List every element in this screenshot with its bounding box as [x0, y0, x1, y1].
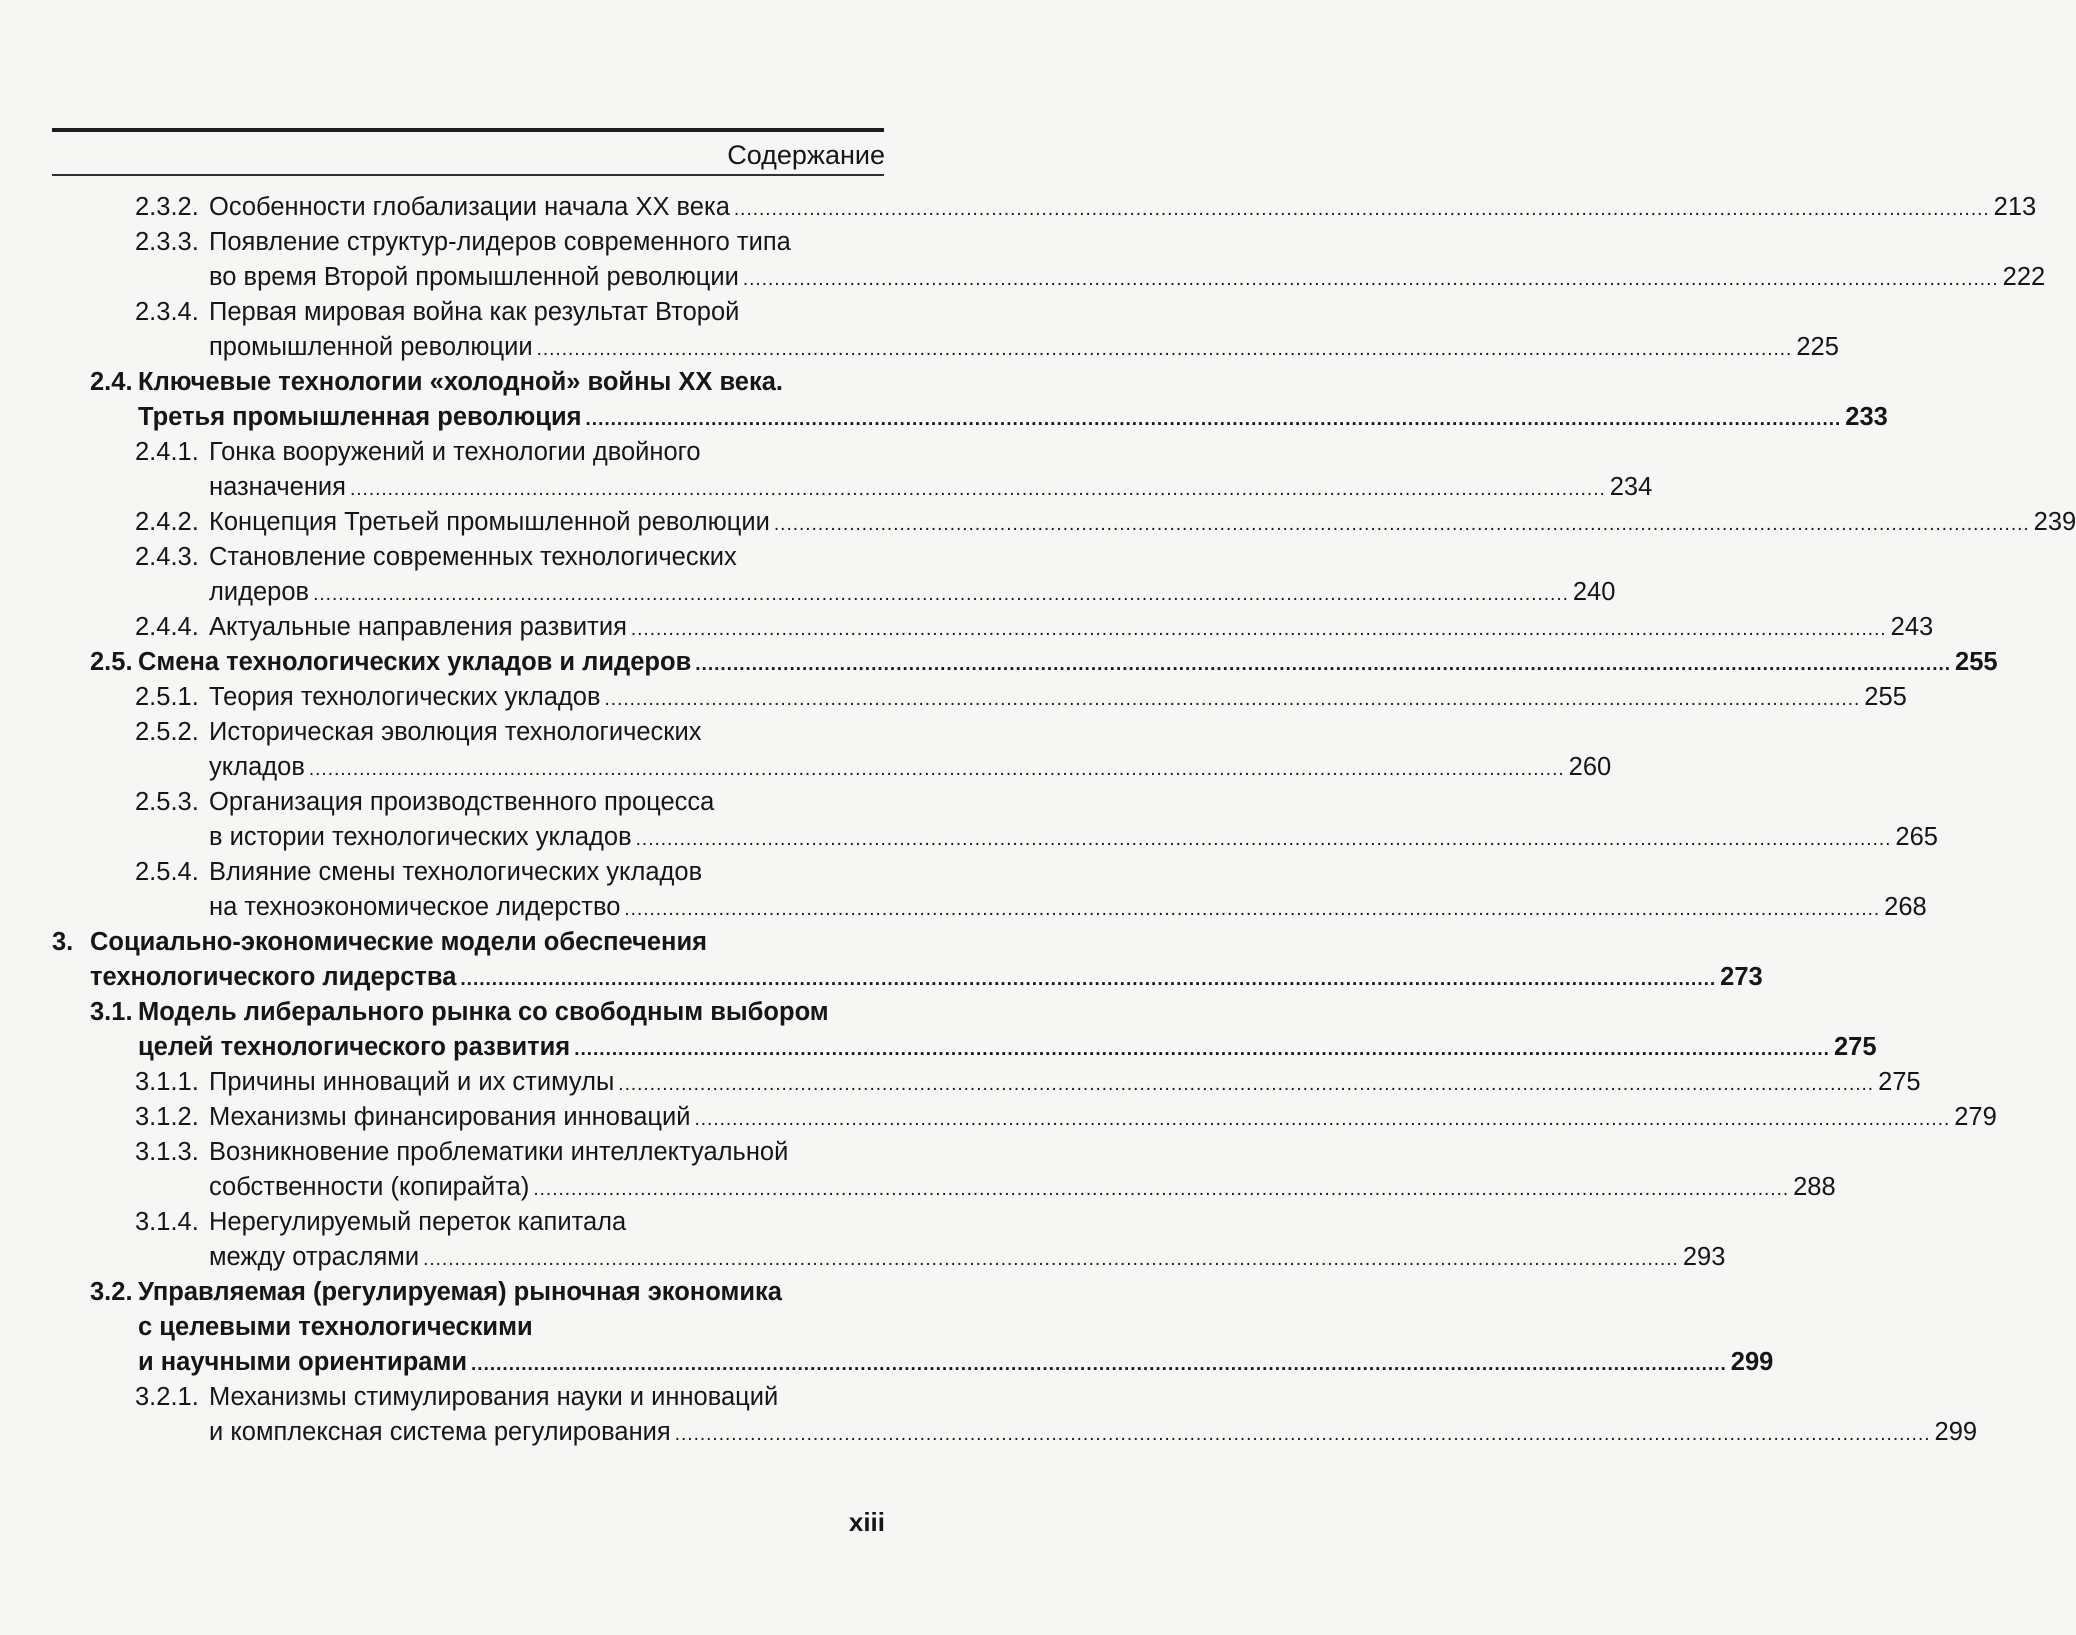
- leader-dots: ........................................................................................................................................................................................................: [742, 269, 1999, 290]
- toc-entry-leader: [209, 505, 2076, 542]
- toc-entry-title: Становление современных технологических: [209, 543, 737, 571]
- toc-entry-line: [0, 540, 1000, 575]
- toc-entry-title: целей технологического развития: [138, 1033, 571, 1061]
- toc-entry-leader: [209, 1100, 1997, 1137]
- toc-entry-page: 222: [2002, 263, 2046, 291]
- toc-entry-number: 2.4.1.: [135, 438, 199, 466]
- toc-entry-title: Модель либерального рынка со свободным выбором: [138, 998, 829, 1026]
- leader-dots: ........................................................................................................................................................................................................: [618, 1074, 1875, 1095]
- toc-entry-number: 2.5.2.: [135, 718, 199, 746]
- toc-entry-title: лидеров: [209, 578, 310, 606]
- toc-entry: [0, 645, 1998, 680]
- toc-entry-leader: [209, 1415, 1978, 1452]
- toc-entry-page: 299: [1934, 1418, 1978, 1446]
- toc-entry: [0, 540, 1616, 610]
- toc-entry-page: 239: [2033, 508, 2076, 536]
- toc-entry-line: [0, 715, 1000, 750]
- toc-entry-title: Гонка вооружений и технологии двойного: [209, 438, 701, 466]
- leader-dots: ........................................................................................................................................................................................................: [471, 1354, 1727, 1375]
- toc-entry-title: промышленной революции: [209, 333, 533, 361]
- toc-entry-title: назначения: [209, 473, 346, 501]
- toc-entry-title: Влияние смены технологических укладов: [209, 858, 703, 886]
- toc-entry-leader: [209, 820, 1938, 857]
- toc-entry-title: Третья промышленная революция: [138, 403, 582, 431]
- toc-entry-title: Особенности глобализации начала XX века: [209, 193, 730, 221]
- leader-dots: ........................................................................................................................................................................................................: [308, 759, 1565, 780]
- toc-entry-title: Управляемая (регулируемая) рыночная экономика: [138, 1278, 782, 1306]
- toc-entry-leader: [209, 680, 1907, 717]
- toc-entry: [0, 680, 1907, 715]
- toc-entry-title: Нерегулируемый переток капитала: [209, 1208, 627, 1236]
- toc-entry-line: [0, 960, 1763, 995]
- toc-entry-title: Концепция Третьей промышленной революции: [209, 508, 770, 536]
- toc-entry-line: [0, 330, 1839, 365]
- toc-entry: [0, 225, 2046, 295]
- toc-entry-line: [0, 890, 1927, 925]
- leader-dots: ........................................................................................................................................................................................................: [604, 689, 1861, 710]
- toc-entry-title: на техноэкономическое лидерство: [209, 893, 621, 921]
- toc-entry-page: 260: [1568, 753, 1612, 781]
- toc-entry-line: [0, 1380, 1000, 1415]
- toc-entry: [0, 1205, 1726, 1275]
- toc-entry-page: 240: [1572, 578, 1616, 606]
- toc-entry-leader: [209, 750, 1612, 787]
- toc-entry-line: [0, 1275, 1000, 1310]
- toc-entry-line: [0, 190, 2037, 225]
- toc-entry: [0, 1275, 1774, 1380]
- leader-dots: ........................................................................................................................................................................................................: [694, 1109, 1951, 1130]
- toc-entry: [0, 855, 1927, 925]
- toc-entry-title: Механизмы стимулирования науки и инноваций: [209, 1383, 779, 1411]
- toc-entry-title: Первая мировая война как результат Второй: [209, 298, 740, 326]
- toc-entry-line: [0, 295, 1000, 330]
- toc-entry-number: 3.1.2.: [135, 1103, 199, 1131]
- toc-entry-number: 2.5.: [90, 648, 133, 676]
- toc-entry-title: Смена технологических укладов и лидеров: [138, 648, 692, 676]
- leader-dots: ........................................................................................................................................................................................................: [773, 514, 2030, 535]
- leader-dots: ........................................................................................................................................................................................................: [313, 584, 1569, 605]
- toc-entry-leader: [138, 1345, 1774, 1382]
- toc-entry-page: 279: [1954, 1103, 1997, 1131]
- toc-entry-title: во время Второй промышленной революции: [209, 263, 739, 291]
- toc-entry: [0, 365, 1888, 435]
- toc-entry-title: собственности (копирайта): [209, 1173, 530, 1201]
- toc-entry-number: 2.3.2.: [135, 193, 199, 221]
- toc-entry-number: 2.3.4.: [135, 298, 199, 326]
- toc-entry-leader: [209, 190, 2037, 227]
- toc-entry-leader: [90, 960, 1763, 997]
- toc-entry-number: 2.5.4.: [135, 858, 199, 886]
- toc-entry-line: [0, 505, 2076, 540]
- leader-dots: ........................................................................................................................................................................................................: [630, 619, 1887, 640]
- toc-entry-line: [0, 1345, 1774, 1380]
- toc-entry-title: технологического лидерства: [90, 963, 457, 991]
- toc-entry-page: 234: [1609, 473, 1653, 501]
- toc-entry-title: Ключевые технологии «холодной» войны XX века.: [138, 368, 784, 396]
- toc-entry-title: Причины инноваций и их стимулы: [209, 1068, 615, 1096]
- toc-entry-line: [0, 680, 1907, 715]
- toc-entry-page: 255: [1864, 683, 1907, 711]
- toc-entry-line: [0, 1310, 1000, 1345]
- leader-dots: ........................................................................................................................................................................................................: [674, 1424, 1931, 1445]
- toc-entry-page: 265: [1895, 823, 1938, 851]
- toc-entry-line: [0, 1100, 1997, 1135]
- toc-entry-title: между отраслями: [209, 1243, 420, 1271]
- toc-entry: [0, 610, 1934, 645]
- toc-entry: [0, 1135, 1836, 1205]
- toc-entry-title: Социально-экономические модели обеспечения: [90, 928, 708, 956]
- toc-entry-line: [0, 785, 1000, 820]
- toc-entry: [0, 295, 1839, 365]
- toc-entry: [0, 925, 1763, 995]
- toc-entry-line: [0, 645, 1998, 680]
- leader-dots: ........................................................................................................................................................................................................: [533, 1179, 1790, 1200]
- toc-entry: [0, 1065, 1921, 1100]
- toc-entry-number: 3.2.: [90, 1278, 133, 1306]
- toc-entry-number: 2.3.3.: [135, 228, 199, 256]
- toc-entry-number: 3.1.4.: [135, 1208, 199, 1236]
- toc-entry-leader: [138, 400, 1888, 437]
- toc-entry-line: [0, 575, 1616, 610]
- toc-entry-leader: [209, 575, 1616, 612]
- toc-entry-leader: [209, 260, 2046, 297]
- header-rule-bottom: [52, 174, 884, 176]
- toc-entry-leader: [138, 1030, 1877, 1067]
- toc-entry-line: [0, 1030, 1877, 1065]
- toc-entry-line: [0, 1240, 1726, 1275]
- toc-entry-title: и научными ориентирами: [138, 1348, 468, 1376]
- toc-entry-number: 2.4.4.: [135, 613, 199, 641]
- toc-entry-title: Механизмы финансирования инноваций: [209, 1103, 691, 1131]
- toc-entry-number: 3.1.: [90, 998, 133, 1026]
- toc-entry-page: 288: [1793, 1173, 1836, 1201]
- toc-entry-leader: [209, 470, 1653, 507]
- toc-entry-title: в истории технологических укладов: [209, 823, 632, 851]
- running-header: Содержание: [727, 140, 885, 170]
- toc-entry-line: [0, 400, 1888, 435]
- toc-entry: [0, 715, 1612, 785]
- toc-entry-leader: [209, 1170, 1836, 1207]
- toc-entry-title: Организация производственного процесса: [209, 788, 715, 816]
- toc-entry-line: [0, 1415, 1978, 1450]
- toc-entry-line: [0, 925, 1000, 960]
- toc-entry-line: [0, 610, 1934, 645]
- toc-entry-line: [0, 470, 1653, 505]
- toc-entry: [0, 190, 2037, 225]
- toc-entry-line: [0, 1170, 1836, 1205]
- toc-entry: [0, 435, 1653, 505]
- leader-dots: ........................................................................................................................................................................................................: [536, 339, 1793, 360]
- toc-entry-line: [0, 225, 1000, 260]
- toc-entry-leader: [209, 610, 1934, 647]
- toc-entry-title: укладов: [209, 753, 305, 781]
- toc-entry-page: 213: [1993, 193, 2037, 221]
- toc-entry-title: Теория технологических укладов: [209, 683, 601, 711]
- toc-entry-leader: [209, 1065, 1921, 1102]
- header-rule-top: [52, 128, 884, 132]
- toc-entry-page: 233: [1845, 403, 1888, 431]
- table-of-contents: [0, 190, 2076, 1450]
- leader-dots: ........................................................................................................................................................................................................: [733, 199, 1990, 220]
- toc-entry: [0, 1380, 1978, 1450]
- toc-entry-page: 243: [1890, 613, 1934, 641]
- toc-entry-title: и комплексная система регулирования: [209, 1418, 671, 1446]
- toc-entry-number: 3.1.3.: [135, 1138, 199, 1166]
- toc-entry-line: [0, 365, 1000, 400]
- toc-entry-number: 2.4.: [90, 368, 133, 396]
- toc-entry-page: 273: [1720, 963, 1763, 991]
- toc-entry-line: [0, 435, 1000, 470]
- leader-dots: ........................................................................................................................................................................................................: [585, 409, 1842, 430]
- leader-dots: ........................................................................................................................................................................................................: [349, 479, 1606, 500]
- toc-entry-line: [0, 260, 2046, 295]
- toc-entry-number: 3.2.1.: [135, 1383, 199, 1411]
- toc-entry-leader: [209, 890, 1927, 927]
- toc-entry-number: 2.4.3.: [135, 543, 199, 571]
- toc-entry-page: 225: [1796, 333, 1839, 361]
- toc-entry-title: Историческая эволюция технологических: [209, 718, 702, 746]
- leader-dots: ........................................................................................................................................................................................................: [695, 654, 1952, 675]
- toc-entry: [0, 505, 2076, 540]
- toc-entry-number: 2.5.1.: [135, 683, 199, 711]
- toc-entry-page: 293: [1682, 1243, 1726, 1271]
- toc-entry-leader: [209, 1240, 1726, 1277]
- toc-entry-line: [0, 820, 1938, 855]
- toc-entry: [0, 1100, 1997, 1135]
- toc-entry-line: [0, 1135, 1000, 1170]
- toc-entry-number: 2.4.2.: [135, 508, 199, 536]
- leader-dots: ........................................................................................................................................................................................................: [635, 829, 1892, 850]
- toc-entry-title: Актуальные направления развития: [209, 613, 627, 641]
- toc-entry-page: 268: [1884, 893, 1927, 921]
- toc-entry-title: с целевыми технологическими: [138, 1313, 533, 1341]
- toc-entry: [0, 785, 1938, 855]
- toc-entry-page: 275: [1878, 1068, 1921, 1096]
- leader-dots: ........................................................................................................................................................................................................: [624, 899, 1881, 920]
- toc-entry-number: 3.1.1.: [135, 1068, 199, 1096]
- page-number: xiii: [848, 1507, 885, 1537]
- leader-dots: ........................................................................................................................................................................................................: [574, 1039, 1830, 1060]
- toc-entry-line: [0, 1205, 1000, 1240]
- toc-entry-leader: [138, 645, 1998, 682]
- toc-entry-leader: [209, 330, 1839, 367]
- toc-entry-page: 275: [1833, 1033, 1877, 1061]
- leader-dots: ........................................................................................................................................................................................................: [423, 1249, 1679, 1270]
- toc-entry-page: 255: [1955, 648, 1998, 676]
- toc-entry-line: [0, 750, 1612, 785]
- leader-dots: ........................................................................................................................................................................................................: [460, 969, 1717, 990]
- toc-entry-line: [0, 1065, 1921, 1100]
- toc-entry-number: 3.: [52, 928, 74, 956]
- toc-entry-title: Появление структур-лидеров современного типа: [209, 228, 791, 256]
- toc-entry-line: [0, 995, 1000, 1030]
- toc-entry-page: 299: [1730, 1348, 1774, 1376]
- toc-entry-number: 2.5.3.: [135, 788, 199, 816]
- toc-entry: [0, 995, 1877, 1065]
- toc-entry-title: Возникновение проблематики интеллектуальной: [209, 1138, 789, 1166]
- toc-entry-line: [0, 855, 1000, 890]
